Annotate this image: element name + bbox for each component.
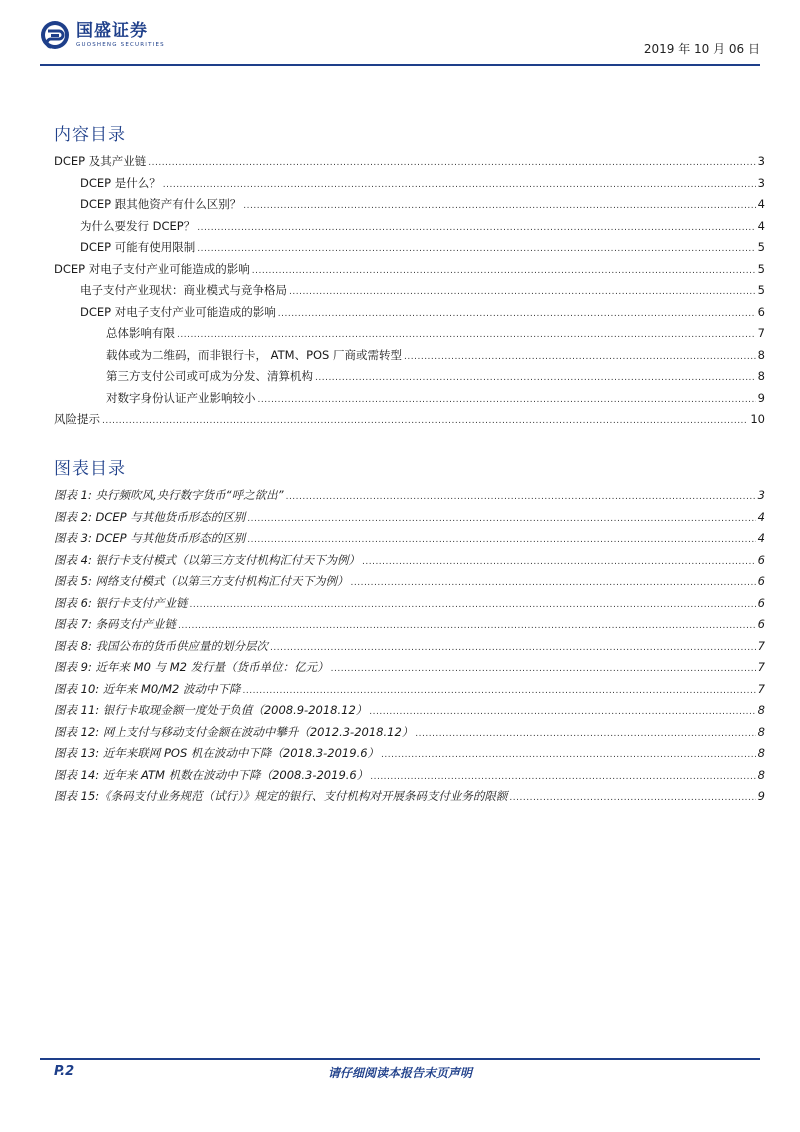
figure-entry-label[interactable]: 图表 4: 银行卡支付模式（以第三方支付机构汇付天下为例） xyxy=(54,552,360,567)
toc-entry-page: 4 xyxy=(757,218,765,233)
toc-list xyxy=(54,153,765,433)
figure-entry[interactable] xyxy=(54,724,765,746)
toc-entry-label[interactable]: DCEP 是什么？ xyxy=(80,175,161,190)
toc-entry-page: 7 xyxy=(757,326,765,340)
figure-entry-page: 6 xyxy=(757,574,765,588)
toc-entry-label[interactable]: DCEP 跟其他资产有什么区别？ xyxy=(80,197,242,211)
toc-entry[interactable] xyxy=(54,282,765,304)
toc-entry-page: 4 xyxy=(757,197,765,211)
toc-entry[interactable] xyxy=(54,175,765,197)
figure-entry[interactable] xyxy=(54,638,765,660)
figure-entry-page: 4 xyxy=(757,531,765,545)
figure-entry-page: 8 xyxy=(757,724,765,739)
toc-entry-page: 9 xyxy=(757,390,765,405)
toc-entry-page: 6 xyxy=(757,304,765,319)
figure-entry[interactable] xyxy=(54,681,765,703)
figure-entry-page: 6 xyxy=(757,617,765,631)
dot-leader xyxy=(243,201,755,211)
dot-leader xyxy=(102,416,748,426)
toc-entry[interactable] xyxy=(54,218,765,240)
toc-entry-page: 5 xyxy=(757,283,765,297)
dot-leader xyxy=(258,395,756,405)
figure-entry-page: 6 xyxy=(757,595,765,610)
toc-entry-label[interactable]: DCEP 可能有使用限制 xyxy=(80,240,196,254)
toc-entry-label[interactable]: 第三方支付公司或可成为分发、清算机构 xyxy=(106,369,313,383)
figure-entry-page: 7 xyxy=(757,681,765,696)
toc-entry[interactable] xyxy=(54,325,765,347)
dot-leader xyxy=(177,330,756,340)
figure-entry-label[interactable]: 图表 3: DCEP 与其他货币形态的区别 xyxy=(54,531,246,545)
toc-title: 内容目录 xyxy=(54,125,126,145)
dot-leader xyxy=(148,158,755,168)
figure-entry[interactable] xyxy=(54,616,765,638)
figure-entry[interactable] xyxy=(54,509,765,531)
dot-leader xyxy=(252,266,756,276)
figure-entry-label[interactable]: 图表 15:《条码支付业务规范（试行）》规定的银行、支付机构对开展条码支付业务的限额 xyxy=(54,789,508,803)
logo-english-name: GUOSHENG SECURITIES xyxy=(76,42,165,48)
figure-entry[interactable] xyxy=(54,595,765,617)
figure-entry[interactable] xyxy=(54,573,765,595)
disclaimer-note: 请仔细阅读本报告末页声明 xyxy=(327,1066,472,1080)
figure-entry-page: 7 xyxy=(757,660,765,674)
dot-leader xyxy=(370,772,755,782)
dot-leader xyxy=(178,621,756,631)
dot-leader xyxy=(278,309,756,319)
dot-leader xyxy=(509,793,755,803)
figure-entry-page: 8 xyxy=(757,703,765,717)
dot-leader xyxy=(415,729,755,739)
figure-entry-label[interactable]: 图表 14: 近年来 ATM 机数在波动中下降（2008.3-2019.6） xyxy=(54,767,369,782)
figure-entry[interactable] xyxy=(54,767,765,789)
dot-leader xyxy=(270,643,756,653)
dot-leader xyxy=(242,686,755,696)
dot-leader xyxy=(315,373,756,383)
company-logo xyxy=(40,20,165,50)
toc-entry[interactable] xyxy=(54,196,765,218)
figure-entry[interactable] xyxy=(54,745,765,767)
toc-entry[interactable] xyxy=(54,368,765,390)
toc-entry-page: 8 xyxy=(757,369,765,383)
toc-entry-label[interactable]: DCEP 对电子支付产业可能造成的影响 xyxy=(54,261,250,276)
toc-entry-label[interactable]: 对数字身份认证产业影响较小 xyxy=(106,390,256,405)
toc-entry[interactable] xyxy=(54,153,765,175)
toc-entry-page: 5 xyxy=(757,240,765,254)
figure-entry-label[interactable]: 图表 11: 银行卡取现金额一度处于负值（2008.9-2018.12） xyxy=(54,703,368,717)
figure-entry-label[interactable]: 图表 1: 央行频吹风,央行数字货币“呼之欲出” xyxy=(54,488,284,502)
figure-entry-label[interactable]: 图表 10: 近年来 M0/M2 波动中下降 xyxy=(54,681,241,696)
toc-entry-page: 10 xyxy=(750,412,765,426)
figure-entry-label[interactable]: 图表 9: 近年来 M0 与 M2 发行量（货币单位：亿元） xyxy=(54,660,329,674)
toc-entry[interactable] xyxy=(54,239,765,261)
toc-entry-label[interactable]: 为什么要发行 DCEP？ xyxy=(80,218,196,233)
figure-entry-page: 6 xyxy=(757,552,765,567)
toc-entry[interactable] xyxy=(54,304,765,326)
dot-leader xyxy=(351,578,756,588)
toc-entry-page: 8 xyxy=(757,347,765,362)
footer-divider xyxy=(40,1058,760,1060)
toc-entry[interactable] xyxy=(54,261,765,283)
header-divider xyxy=(40,64,760,66)
toc-entry-page: 5 xyxy=(757,261,765,276)
dot-leader xyxy=(197,244,755,254)
dot-leader xyxy=(247,514,755,524)
figure-entry-label[interactable]: 图表 7: 条码支付产业链 xyxy=(54,617,177,631)
figure-entry[interactable] xyxy=(54,552,765,574)
dot-leader xyxy=(247,535,755,545)
figure-entry-page: 8 xyxy=(757,767,765,782)
figure-entry[interactable] xyxy=(54,530,765,552)
report-date: 2019 年 10 月 06 日 xyxy=(643,42,760,56)
toc-entry-label[interactable]: 电子支付产业现状：商业模式与竞争格局 xyxy=(80,283,287,297)
logo-chinese-name: 国盛证券 xyxy=(76,21,148,41)
toc-entry-page: 3 xyxy=(757,154,765,168)
figure-list xyxy=(54,487,765,810)
dot-leader xyxy=(404,352,756,362)
toc-entry-label[interactable]: DCEP 及其产业链 xyxy=(54,154,147,168)
toc-entry[interactable] xyxy=(54,390,765,412)
dot-leader xyxy=(381,750,756,760)
dot-leader xyxy=(190,600,756,610)
figure-entry[interactable] xyxy=(54,487,765,509)
figure-entry[interactable] xyxy=(54,788,765,810)
figure-entry-label[interactable]: 图表 8: 我国公布的货币供应量的划分层次 xyxy=(54,638,269,653)
toc-entry-label[interactable]: DCEP 对电子支付产业可能造成的影响 xyxy=(80,304,276,319)
figure-list-title: 图表目录 xyxy=(54,459,126,479)
figure-entry-page: 9 xyxy=(757,789,765,803)
dot-leader xyxy=(289,287,756,297)
guosheng-logo-icon xyxy=(40,20,70,50)
page-header xyxy=(40,20,760,64)
figure-entry-label[interactable]: 图表 6: 银行卡支付产业链 xyxy=(54,595,188,610)
dot-leader xyxy=(163,180,756,190)
dot-leader xyxy=(362,557,756,567)
figure-entry-label[interactable]: 图表 13: 近年来联网 POS 机在波动中下降（2018.3-2019.6） xyxy=(54,746,380,760)
dot-leader xyxy=(369,707,755,717)
figure-entry-page: 4 xyxy=(757,509,765,524)
page-number: P.2 xyxy=(54,1064,75,1079)
dot-leader xyxy=(197,223,755,233)
dot-leader xyxy=(331,664,756,674)
figure-entry-label[interactable]: 图表 5: 网络支付模式（以第三方支付机构汇付天下为例） xyxy=(54,574,349,588)
figure-entry-page: 3 xyxy=(757,488,765,502)
toc-entry-label[interactable]: 总体影响有限 xyxy=(106,326,175,340)
toc-entry-label[interactable]: 风险提示 xyxy=(54,412,100,426)
figure-entry-page: 7 xyxy=(757,638,765,653)
dot-leader xyxy=(286,492,756,502)
figure-entry[interactable] xyxy=(54,659,765,681)
toc-entry-page: 3 xyxy=(757,175,765,190)
figure-entry-label[interactable]: 图表 2: DCEP 与其他货币形态的区别 xyxy=(54,509,246,524)
toc-entry[interactable] xyxy=(54,347,765,369)
toc-entry[interactable] xyxy=(54,411,765,433)
figure-entry-page: 8 xyxy=(757,746,765,760)
figure-entry-label[interactable]: 图表 12: 网上支付与移动支付金额在波动中攀升（2012.3-2018.12） xyxy=(54,724,414,739)
figure-entry[interactable] xyxy=(54,702,765,724)
toc-entry-label[interactable]: 载体或为二维码，而非银行卡， ATM、POS 厂商或需转型 xyxy=(106,347,403,362)
